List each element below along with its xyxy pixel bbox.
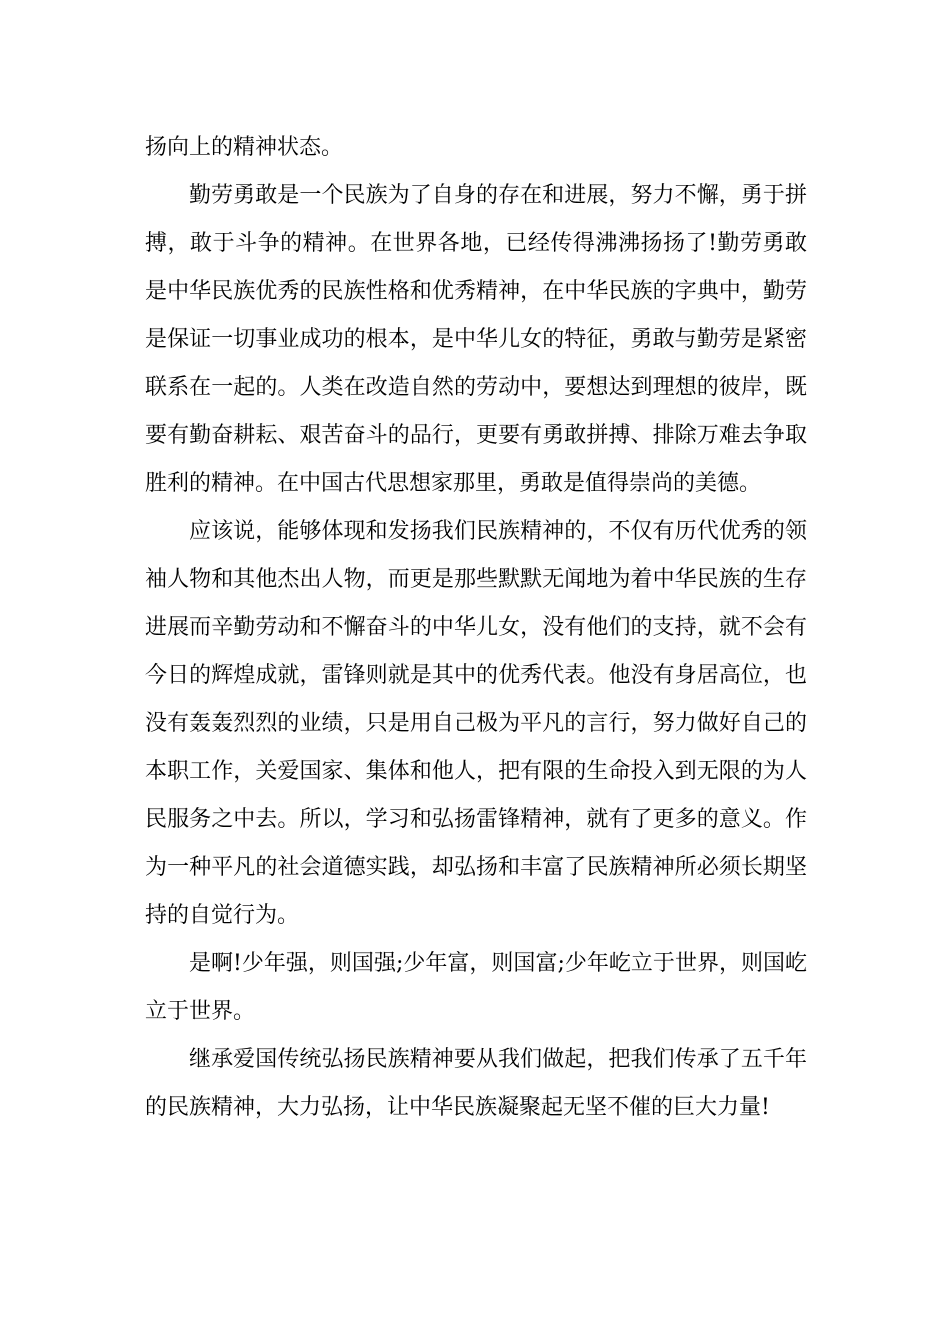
body-text: [145, 124, 807, 1132]
paragraph-continuation: 扬向上的精神状态。: [145, 135, 344, 160]
paragraph-diligence-courage: 勤劳勇敢是一个民族为了自身的存在和进展，努力不懈，勇于拼搏，敢于斗争的精神。在世界各地，已经传得沸沸扬扬了!勤劳勇敢是中华民族优秀的民族性格和优秀精神，在中华民族的字典中，勤劳是保证一切事业成功的根本，是中华儿女的特征，勇敢与勤劳是紧密联系在一起的。人类在改造自然的劳动中，要想达到理想的彼岸，既要有勤奋耕耘、艰苦奋斗的品行，更要有勇敢拼搏、排除万难去争取胜利的精神。在中国古代思想家那里，勇敢是值得崇尚的美德。: [145, 183, 807, 496]
paragraph-inherit-spirit: 继承爱国传统弘扬民族精神要从我们做起，把我们传承了五千年的民族精神，大力弘扬，让中华民族凝聚起无坚不催的巨大力量!: [145, 1047, 807, 1120]
paragraph-lei-feng: 应该说，能够体现和发扬我们民族精神的，不仅有历代优秀的领袖人物和其他杰出人物，而更是那些默默无闻地为着中华民族的生存进展而辛勤劳动和不懈奋斗的中华儿女，没有他们的支持，就不会有今日的辉煌成就，雷锋则就是其中的优秀代表。他没有身居高位，也没有轰轰烈烈的业绩，只是用自己极为平凡的言行，努力做好自己的本职工作，关爱国家、集体和他人，把有限的生命投入到无限的为人民服务之中去。所以，学习和弘扬雷锋精神，就有了更多的意义。作为一种平凡的社会道德实践，却弘扬和丰富了民族精神所必须长期坚持的自觉行为。: [145, 519, 807, 928]
paragraph-youth-strong: 是啊!少年强，则国强;少年富，则国富;少年屹立于世界，则国屹立于世界。: [145, 951, 807, 1024]
